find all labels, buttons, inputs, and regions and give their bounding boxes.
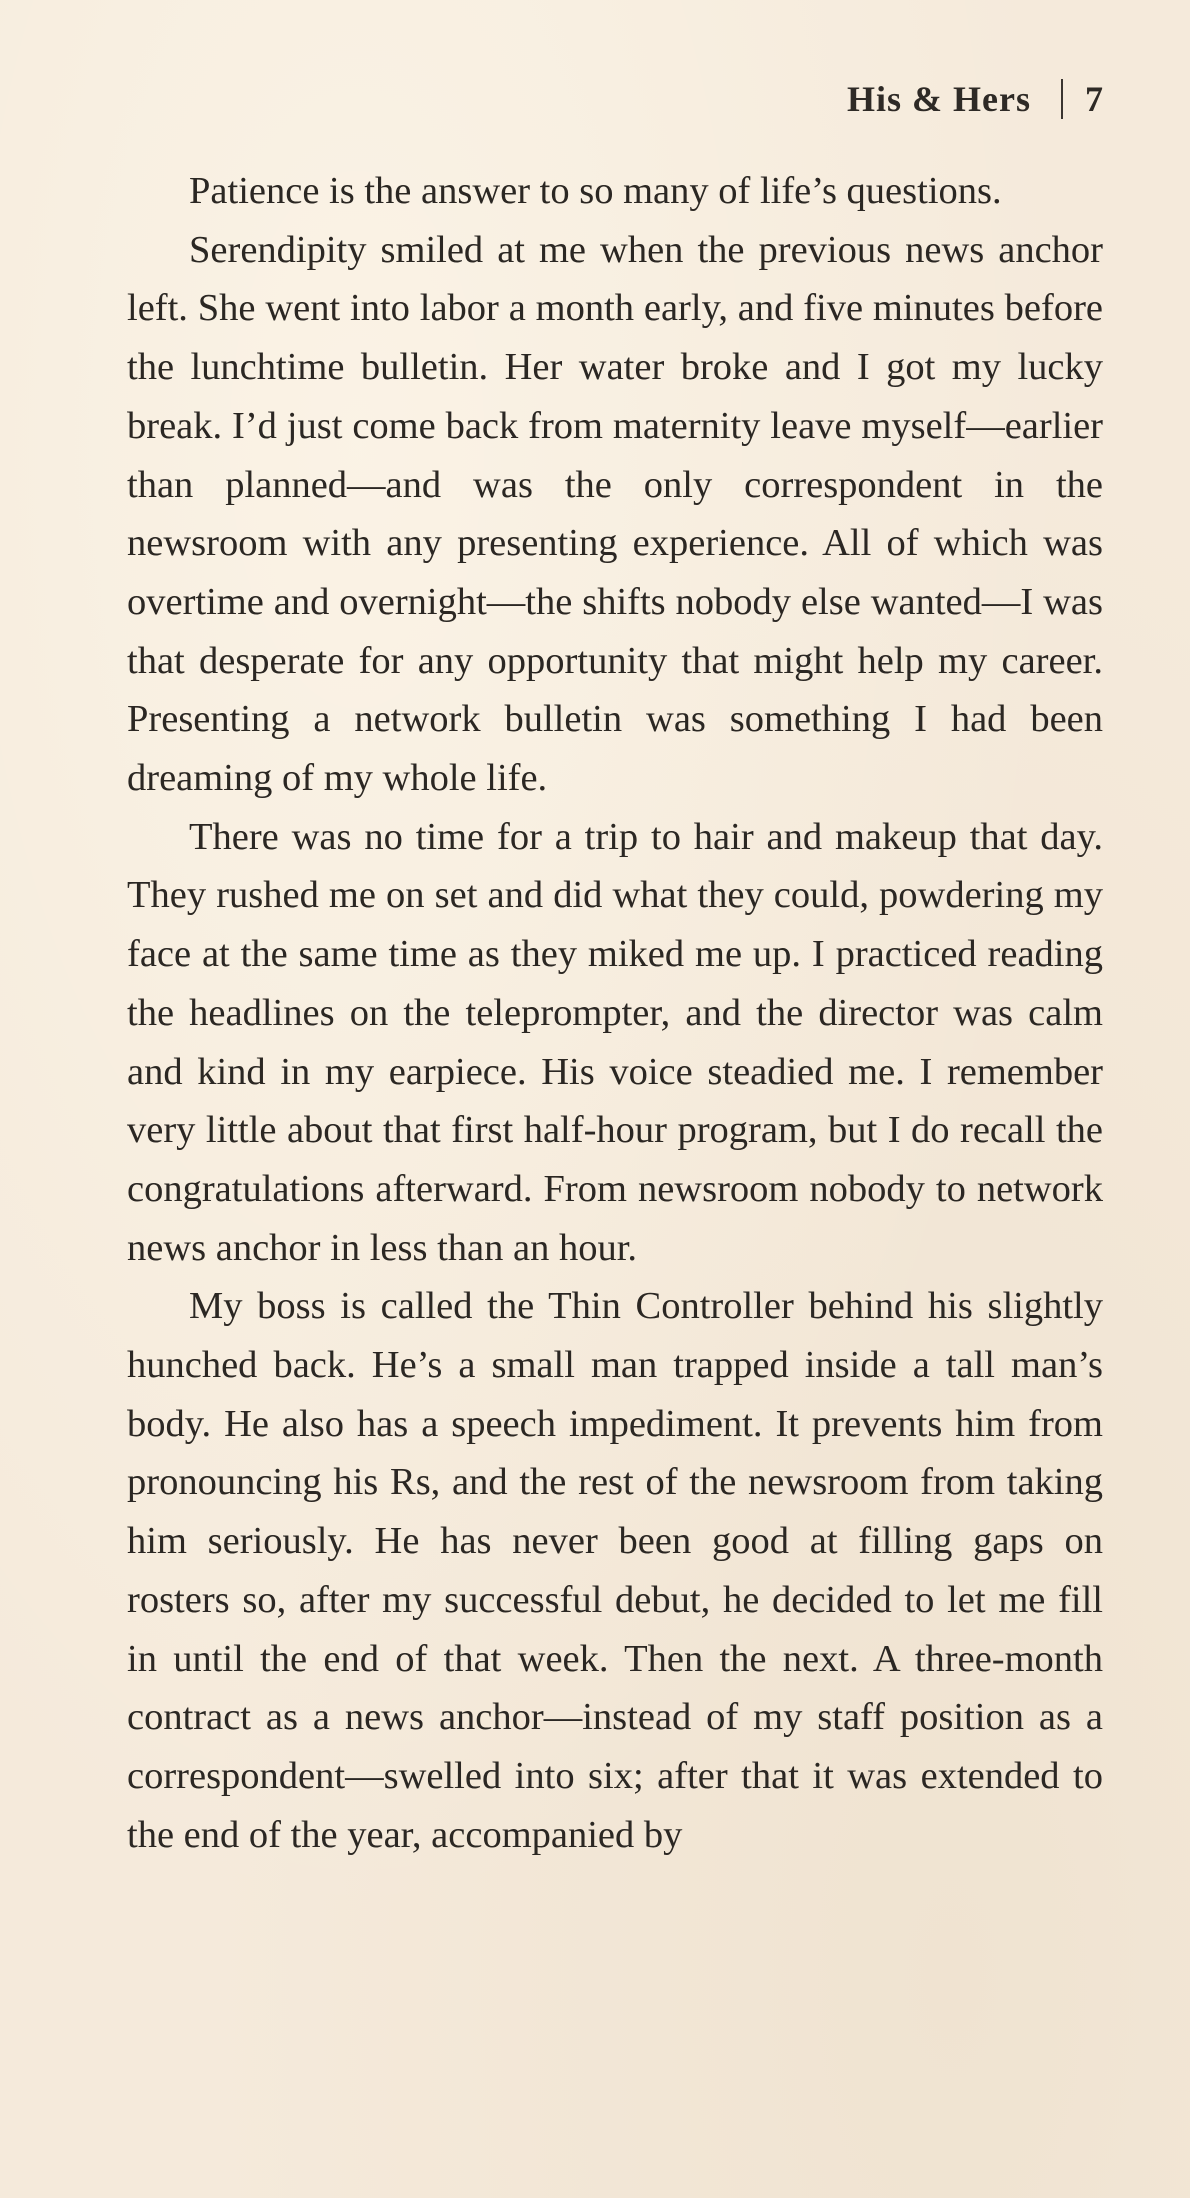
paragraph: There was no time for a trip to hair and makeup that day. They rushed me on set and did what they could, powdering my face at the same time as they miked me up. I practiced reading the headlines on the teleprompter, and the director was calm and kind in my earpiece. His voice steadied me. I remember very little about that first half-hour program, but I do recall the congratulations afterward. From newsroom nobody to network news anchor in less than an hour.	[127, 815, 1103, 1269]
running-head	[847, 78, 1104, 120]
paragraph: Serendipity smiled at me when the previous news anchor left. She went into labor a month early, and five minutes before the lunchtime bulletin. Her water broke and I got my lucky break. I’d just come back from maternity leave myself—earlier than planned—and was the only correspondent in the newsroom with any presenting experience. All of which was overtime and overnight—the shifts nobody else wanted—I was that desperate for any opportunity that might help my career. Presenting a network bulletin was something I had been dreaming of my whole life.	[127, 228, 1103, 800]
paragraph: My boss is called the Thin Controller behind his slightly hunched back. He’s a small man trapped inside a tall man’s body. He also has a speech impediment. It prevents him from pronouncing his Rs, and the rest of the newsroom from taking him seriously. He has never been good at filling gaps on rosters so, after my successful debut, he decided to let me fill in until the end of that week. Then the next. A three-month contract as a news anchor—instead of my staff position as a correspondent—swelled into six; after that it was extended to the end of the year, accompanied by	[127, 1285, 1103, 1856]
page-number: 7	[1085, 79, 1104, 119]
paragraph: Patience is the answer to so many of life’s questions.	[189, 170, 1002, 212]
header-divider	[1061, 79, 1063, 119]
book-title: His & Hers	[847, 79, 1031, 119]
body-text	[127, 162, 1103, 1864]
